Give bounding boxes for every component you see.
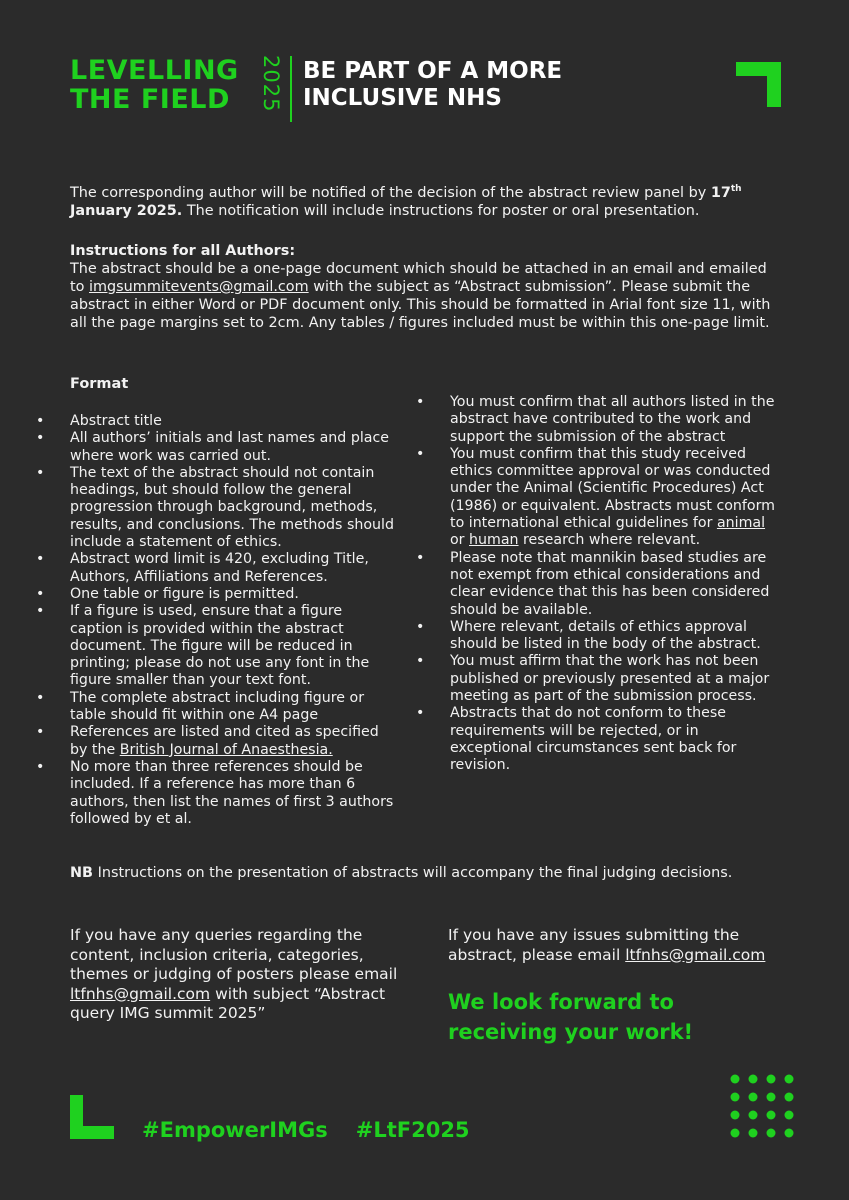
- tagline-line-2: INCLUSIVE NHS: [303, 85, 502, 111]
- list-item: • Please note that mannikin based studies are not exempt from ethical considerations and clear evidence that this has been considered should be available.: [416, 550, 778, 619]
- format-list-left: [36, 413, 396, 828]
- queries-email-link[interactable]: ltfnhs@gmail.com: [70, 984, 211, 1003]
- logo-line-2: THE FIELD: [70, 84, 230, 115]
- list-item: • One table or figure is permitted.: [36, 586, 396, 603]
- format-list-right: [416, 394, 778, 775]
- corner-bracket-bottom-icon: [70, 1095, 114, 1139]
- issues-email-link[interactable]: ltfnhs@gmail.com: [625, 945, 766, 964]
- queries-block: If you have any queries regarding the content, inclusion criteria, categories, themes or judging of posters please email ltfnhs@gmail.com with subject “Abstract query IMG summit 2025”: [70, 926, 398, 1022]
- submission-email-link[interactable]: imgsummitevents@gmail.com: [89, 279, 309, 295]
- instructions-section: [70, 242, 778, 332]
- logo-year: 2025: [259, 55, 283, 113]
- dots-grid-icon: [730, 1074, 794, 1138]
- tagline-line-1: BE PART OF A MORE: [303, 58, 563, 84]
- instructions-body: The abstract should be a one-page document which should be attached in an email and emailed to imgsummitevents@gmail.com with the subject as “Abstract submission”. Please submit the abstract in either Word or PDF document only. This should be formatted in Arial font size 11, with all the page margins set to 2cm. Any tables / figures included must be within this one-page limit.: [70, 261, 771, 331]
- hashtag-empower-imgs: #EmpowerIMGs: [142, 1118, 328, 1142]
- logo-line-1: LEVELLING: [70, 55, 239, 86]
- list-item: • Abstract title: [36, 413, 396, 430]
- instructions-heading: Instructions for all Authors:: [70, 243, 296, 259]
- list-item: • The complete abstract including figure or table should fit within one A4 page: [36, 690, 396, 725]
- notice-date: 17th January 2025.: [70, 184, 742, 219]
- human-link[interactable]: human: [469, 532, 519, 549]
- list-item: • No more than three references should be included. If a reference has more than 6 authors, then list the names of first 3 authors followed by et al.: [36, 759, 396, 828]
- notice-text-end: The notification will include instructions for poster or oral presentation.: [182, 203, 700, 219]
- nb-label: NB: [70, 865, 94, 881]
- list-item: • You must affirm that the work has not been published or previously presented at a major meeting as part of the submission process.: [416, 653, 778, 705]
- format-heading: Format: [70, 376, 129, 392]
- corner-bracket-icon: [736, 62, 781, 107]
- list-item: • Abstract word limit is 420, excluding Title, Authors, Affiliations and References.: [36, 551, 396, 586]
- list-item: • Where relevant, details of ethics approval should be listed in the body of the abstract.: [416, 619, 778, 654]
- hashtag-ltf2025: #LtF2025: [355, 1118, 470, 1142]
- bja-link[interactable]: British Journal of Anaesthesia.: [119, 741, 333, 758]
- hashtags: [142, 1118, 470, 1142]
- list-item-ethics: • You must confirm that this study received ethics committee approval or was conducted under the Animal (Scientific Procedures) Act (1986) or equivalent. Abstracts must conform to international ethical guidelines for animal or human research where relevant.: [416, 446, 778, 550]
- list-item: • All authors’ initials and last names and place where work was carried out.: [36, 430, 396, 465]
- animal-link[interactable]: animal: [716, 515, 766, 532]
- nb-text: Instructions on the presentation of abstracts will accompany the final judging decisions.: [93, 865, 733, 881]
- logo-wordmark: [70, 56, 260, 114]
- list-item: • You must confirm that all authors listed in the abstract have contributed to the work and support the submission of the abstract: [416, 394, 778, 446]
- list-item: • Abstracts that do not conform to these requirements will be rejected, or in exceptional circumstances sent back for revision.: [416, 705, 778, 774]
- issues-block: If you have any issues submitting the abstract, please email ltfnhs@gmail.com: [448, 926, 766, 964]
- header-divider: [290, 56, 292, 122]
- notice-text: The corresponding author will be notified of the decision of the abstract review panel by: [70, 185, 711, 201]
- list-item: • If a figure is used, ensure that a figure caption is provided within the abstract document. The figure will be reduced in printing; please do not use any font in the figure smaller than your text font.: [36, 603, 396, 689]
- notification-paragraph: [70, 184, 778, 220]
- list-item: • The text of the abstract should not contain headings, but should follow the general progression through background, methods, results, and conclusions. The methods should include a statement of ethics.: [36, 465, 396, 551]
- nb-note: [70, 864, 778, 882]
- closing-message: We look forward to receiving your work!: [448, 990, 694, 1044]
- tagline: [303, 58, 603, 112]
- list-item-references: • References are listed and cited as specified by the British Journal of Anaesthesia.: [36, 724, 396, 759]
